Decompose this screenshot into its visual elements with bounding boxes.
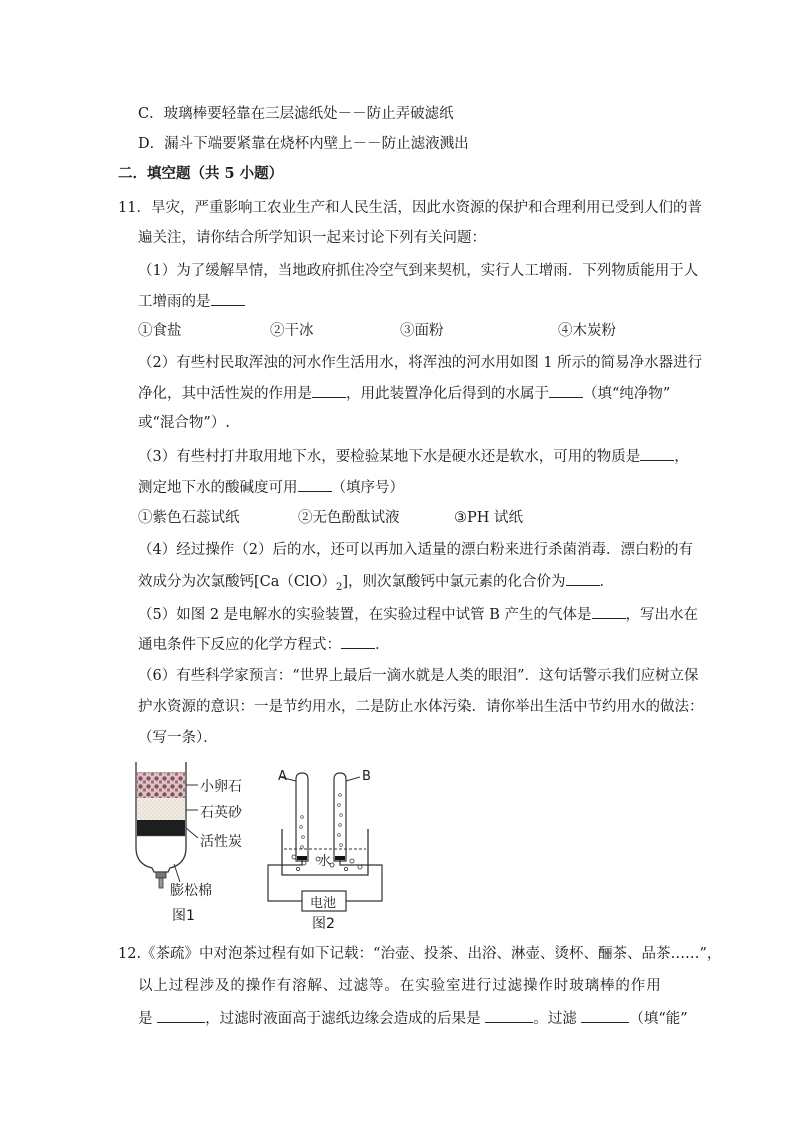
option-d: D．漏斗下端要紧靠在烧杯内壁上－－防止滤液溅出 xyxy=(138,136,469,152)
test-tube-b xyxy=(334,773,346,861)
q11-part5-line-1 xyxy=(138,604,698,625)
q11-part3-text-b: ， xyxy=(674,449,689,465)
q11-intro-line-2: 遍关注，请你结合所学知识一起来讨论下列有关问题： xyxy=(138,230,486,246)
q11-part2-line-3: 或“混合物”）. xyxy=(138,415,230,431)
q11-part3-line-2 xyxy=(138,477,404,498)
fig2-caption: 图2 xyxy=(312,916,335,932)
q11-part5-text-a: （5）如图 2 是电解水的实验装置，在实验过程中试管 B 产生的气体是 xyxy=(138,607,592,623)
electrode-a xyxy=(297,856,307,860)
q11-part1-line-2 xyxy=(138,291,245,312)
q11-part2-line-2 xyxy=(138,383,670,404)
answer-blank[interactable] xyxy=(341,634,375,649)
fig1-label-pebble: 小卵石 xyxy=(200,779,242,795)
q11-part4-text-b: ]，则次氯酸钙中氯元素的化合价为 xyxy=(342,574,566,590)
electrode-b xyxy=(335,856,345,860)
q11-part5-text-d: ． xyxy=(375,637,390,653)
answer-blank[interactable] xyxy=(312,383,346,398)
q11-part4-text-a: 效成分为次氯酸钙[Ca（ClO） xyxy=(138,574,337,590)
option-item: ①紫色石蕊试纸 xyxy=(138,510,240,526)
wire-left xyxy=(268,860,302,901)
q12-text-a: 是 xyxy=(138,1011,158,1027)
q11-part5-line-2 xyxy=(138,634,390,655)
option-item: ②干冰 xyxy=(270,323,314,339)
q11-part5-text-c: 通电条件下反应的化学方程式： xyxy=(138,637,341,653)
q12-text-d: （填“能” xyxy=(629,1011,688,1027)
answer-blank[interactable] xyxy=(157,1008,205,1023)
q11-part4-text-c: ． xyxy=(599,574,615,590)
bottle-spout xyxy=(159,878,163,888)
section-title: 二．填空题（共 5 小题） xyxy=(118,165,284,182)
q11-part6-line-3: （写一条）． xyxy=(138,730,218,746)
q11-part3-text-c: 测定地下水的酸碱度可用 xyxy=(138,480,298,496)
sand-layer xyxy=(137,798,185,820)
fig2-label-battery: 电池 xyxy=(310,896,337,911)
subscript: 2 xyxy=(336,581,343,593)
q12-line-3 xyxy=(138,1008,688,1029)
fig2-label-water: 水 xyxy=(318,854,332,869)
pebble-layer xyxy=(137,772,185,798)
carbon-layer xyxy=(137,820,185,836)
q11-part3-text-d: （填序号） xyxy=(331,480,404,496)
option-item: ②无色酚酞试液 xyxy=(298,510,400,526)
option-item: ①食盐 xyxy=(138,323,182,339)
q11-part3-text-a: （3）有些村打井取用地下水，要检验某地下水是硬水还是软水，可用的物质是 xyxy=(138,449,641,465)
test-tube-a xyxy=(296,773,308,861)
fig1-label-cotton: 膨松棉 xyxy=(170,883,212,899)
answer-blank[interactable] xyxy=(485,1008,533,1023)
q12-line-2: 以上过程涉及的操作有溶解、过滤等。在实验室进行过滤操作时玻璃棒的作用 xyxy=(138,978,662,994)
q11-part2-text-a: 净化，其中活性炭的作用是 xyxy=(138,386,312,402)
q11-part2-text-c: （填“纯净物” xyxy=(583,386,671,402)
q11-part6-line-2: 护水资源的意识：一是节约用水，二是防止水体污染．请你举出生活中节约用水的做法： xyxy=(138,699,704,715)
fig1-label-sand: 石英砂 xyxy=(200,805,242,821)
fig1-label-carbon: 活性炭 xyxy=(200,834,242,850)
option-item: ④木炭粉 xyxy=(558,323,616,339)
answer-blank[interactable] xyxy=(549,383,583,398)
fig2-label-b: B xyxy=(362,769,371,784)
q12-text-b: ，过滤时液面高于滤纸边缘会造成的后果是 xyxy=(205,1011,486,1027)
q11-part1-line-1: （1）为了缓解旱情，当地政府抓住冷空气到来契机，实行人工增雨．下列物质能用于人 xyxy=(138,263,699,279)
q11-part5-text-b: ，写出水在 xyxy=(625,607,699,623)
q11-part2-line-1: （2）有些村民取浑浊的河水作生活用水，将浑浊的河水用如图 1 所示的简易净水器进行 xyxy=(138,355,703,371)
answer-blank[interactable] xyxy=(581,1008,629,1023)
answer-blank[interactable] xyxy=(592,604,626,619)
bottle-cap xyxy=(156,872,166,878)
q12-line-1: 12.《茶疏》中对泡茶过程有如下记载：“治壶、投茶、出浴、淋壶、烫杯、酾茶、品茶……”， xyxy=(118,946,722,962)
answer-blank[interactable] xyxy=(211,291,245,306)
q11-part1-text: 工增雨的是 xyxy=(138,294,211,310)
q11-intro-line-1: 11．旱灾，严重影响工农业生产和人民生活，因此水资源的保护和合理利用已受到人们的普 xyxy=(118,200,702,216)
q11-part3-line-1 xyxy=(138,446,689,467)
option-item: ③PH 试纸 xyxy=(454,510,524,526)
q11-part2-text-b: ，用此装置净化后得到的水属于 xyxy=(346,386,549,402)
fig1-caption: 图1 xyxy=(172,908,195,924)
fig2-label-a: A xyxy=(278,769,287,784)
answer-blank[interactable] xyxy=(640,446,674,461)
answer-blank[interactable] xyxy=(298,477,332,492)
cotton-layer xyxy=(137,836,185,866)
q12-text-c: 。过滤 xyxy=(533,1011,582,1027)
option-item: ③面粉 xyxy=(400,323,444,339)
q11-part4-line-2 xyxy=(138,571,614,598)
q11-part4-line-1: （4）经过操作（2）后的水，还可以再加入适量的漂白粉来进行杀菌消毒．漂白粉的有 xyxy=(138,542,693,558)
q11-part6-line-1: （6）有些科学家预言：“世界上最后一滴水就是人类的眼泪”．这句话警示我们应树立保 xyxy=(138,668,699,684)
answer-blank[interactable] xyxy=(566,571,600,586)
option-c: C．玻璃棒要轻靠在三层滤纸处－－防止弄破滤纸 xyxy=(138,106,454,122)
